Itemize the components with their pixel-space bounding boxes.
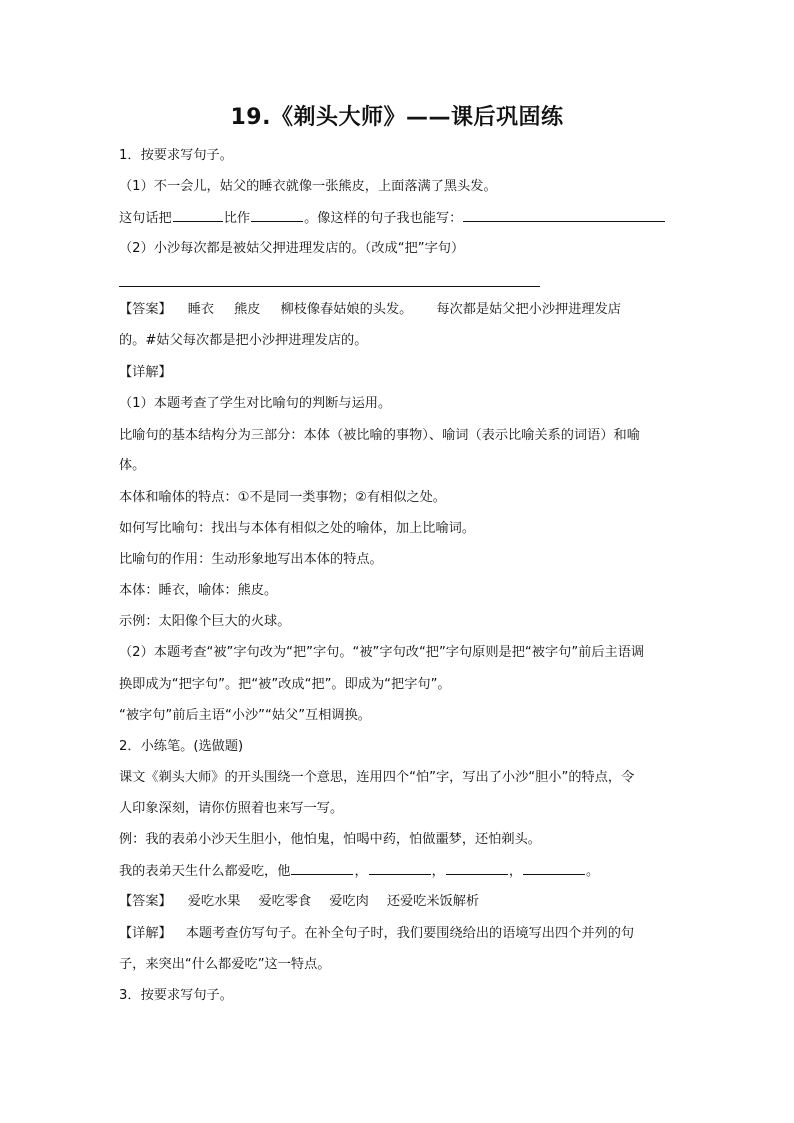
question-2-fill-line <box>119 862 599 881</box>
answer-blank-1[interactable] <box>173 209 223 222</box>
answer-item: 熊皮 <box>234 302 261 317</box>
answer-line-2: 的。#姑父每次都是把小沙押进理发店的。 <box>119 333 368 348</box>
detail-line: 体。 <box>119 458 146 473</box>
detail-line: 比喻句的作用：生动形象地写出本体的特点。 <box>119 552 383 567</box>
answer-item: 还爱吃米饭解析 <box>386 894 480 909</box>
detail-line: 本体和喻体的特点：①不是同一类事物；②有相似之处。 <box>119 490 446 505</box>
detail-line: （1）本题考查了学生对比喻句的判断与运用。 <box>119 396 392 411</box>
question-1-heading: 1．按要求写句子。 <box>119 148 233 163</box>
fill-text-c: 。像这样的句子我也能写： <box>304 211 463 226</box>
detail-text: 本题考查仿写句子。在补全句子时，我们要围绕给出的语境写出四个并列的句 <box>185 926 635 941</box>
detail-line <box>119 925 634 943</box>
question-1-fill-line <box>119 209 666 228</box>
fill-end: 。 <box>586 864 600 879</box>
detail-line: 示例：太阳像个巨大的火球。 <box>119 614 291 629</box>
fill-prefix: 我的表弟天生什么都爱吃，他 <box>119 864 291 879</box>
question-2-heading: 2．小练笔。(选做题) <box>119 739 244 754</box>
detail-line: “被字句”前后主语“小沙”“姑父”互相调换。 <box>119 708 371 723</box>
detail-line: 换即成为“把字句”。把“被”改成“把”。即成为“把字句”。 <box>119 677 451 692</box>
fill-text-a: 这句话把 <box>119 211 172 226</box>
answer-item: 爱吃水果 <box>187 894 241 909</box>
answer-item: 睡衣 <box>187 302 215 317</box>
answer-item: 每次都是姑父把小沙押进理发店 <box>436 302 621 317</box>
detail-line: 比喻句的基本结构分为三部分：本体（被比喻的事物）、喻词（表示比喻关系的词语）和喻 <box>119 428 640 443</box>
answer-blank-5[interactable] <box>369 862 431 875</box>
answer-line[interactable] <box>119 286 540 287</box>
answer-tag: 【答案】 <box>119 302 172 317</box>
answer-blank-4[interactable] <box>291 862 353 875</box>
question-2-example: 例：我的表弟小沙天生胆小，他怕鬼，怕喝中药，怕做噩梦，还怕剃头。 <box>119 832 541 847</box>
fill-separator: ， <box>508 864 522 879</box>
question-1-sub-2: （2）小沙每次都是被姑父押进理发店的。（改成“把”字句） <box>119 241 465 256</box>
question-2-text: 人印象深刻，请你仿照着也来写一写。 <box>119 801 344 816</box>
answer-item: 爱吃肉 <box>329 894 369 909</box>
detail-tag: 【详解】 <box>119 926 172 941</box>
answer-tag: 【答案】 <box>119 894 172 909</box>
answer-blank-2[interactable] <box>251 209 303 222</box>
fill-text-b: 比作 <box>223 211 251 226</box>
detail-line: 本体：睡衣，喻体：熊皮。 <box>119 583 278 598</box>
answer-line-3 <box>119 893 479 911</box>
answer-blank-7[interactable] <box>523 862 585 875</box>
fill-separator: ， <box>431 864 445 879</box>
detail-line: （2）本题考查“被”字句改为“把”字句。“被”字句改“把”字句原则是把“被字句”前后主语调 <box>119 645 645 660</box>
detail-tag: 【详解】 <box>119 365 172 380</box>
answer-item: 柳枝像春姑娘的头发。 <box>280 302 413 317</box>
answer-line-1 <box>119 301 621 319</box>
document-title: 19.《剃头大师》——课后巩固练 <box>230 105 564 130</box>
question-1-sub-1: （1）不一会儿，姑父的睡衣就像一张熊皮，上面落满了黑头发。 <box>119 179 497 194</box>
detail-line: 子，来突出“什么都爱吃”这一特点。 <box>119 957 331 972</box>
question-2-text: 课文《剃头大师》的开头围绕一个意思，连用四个“怕”字，写出了小沙“胆小”的特点，令 <box>119 770 635 785</box>
answer-item: 爱吃零食 <box>258 894 312 909</box>
question-3-heading: 3．按要求写句子。 <box>119 988 233 1003</box>
fill-separator: ， <box>354 864 368 879</box>
answer-blank-3[interactable] <box>463 209 665 222</box>
detail-line: 如何写比喻句：找出与本体有相似之处的喻体，加上比喻词。 <box>119 521 476 536</box>
answer-blank-6[interactable] <box>446 862 508 875</box>
